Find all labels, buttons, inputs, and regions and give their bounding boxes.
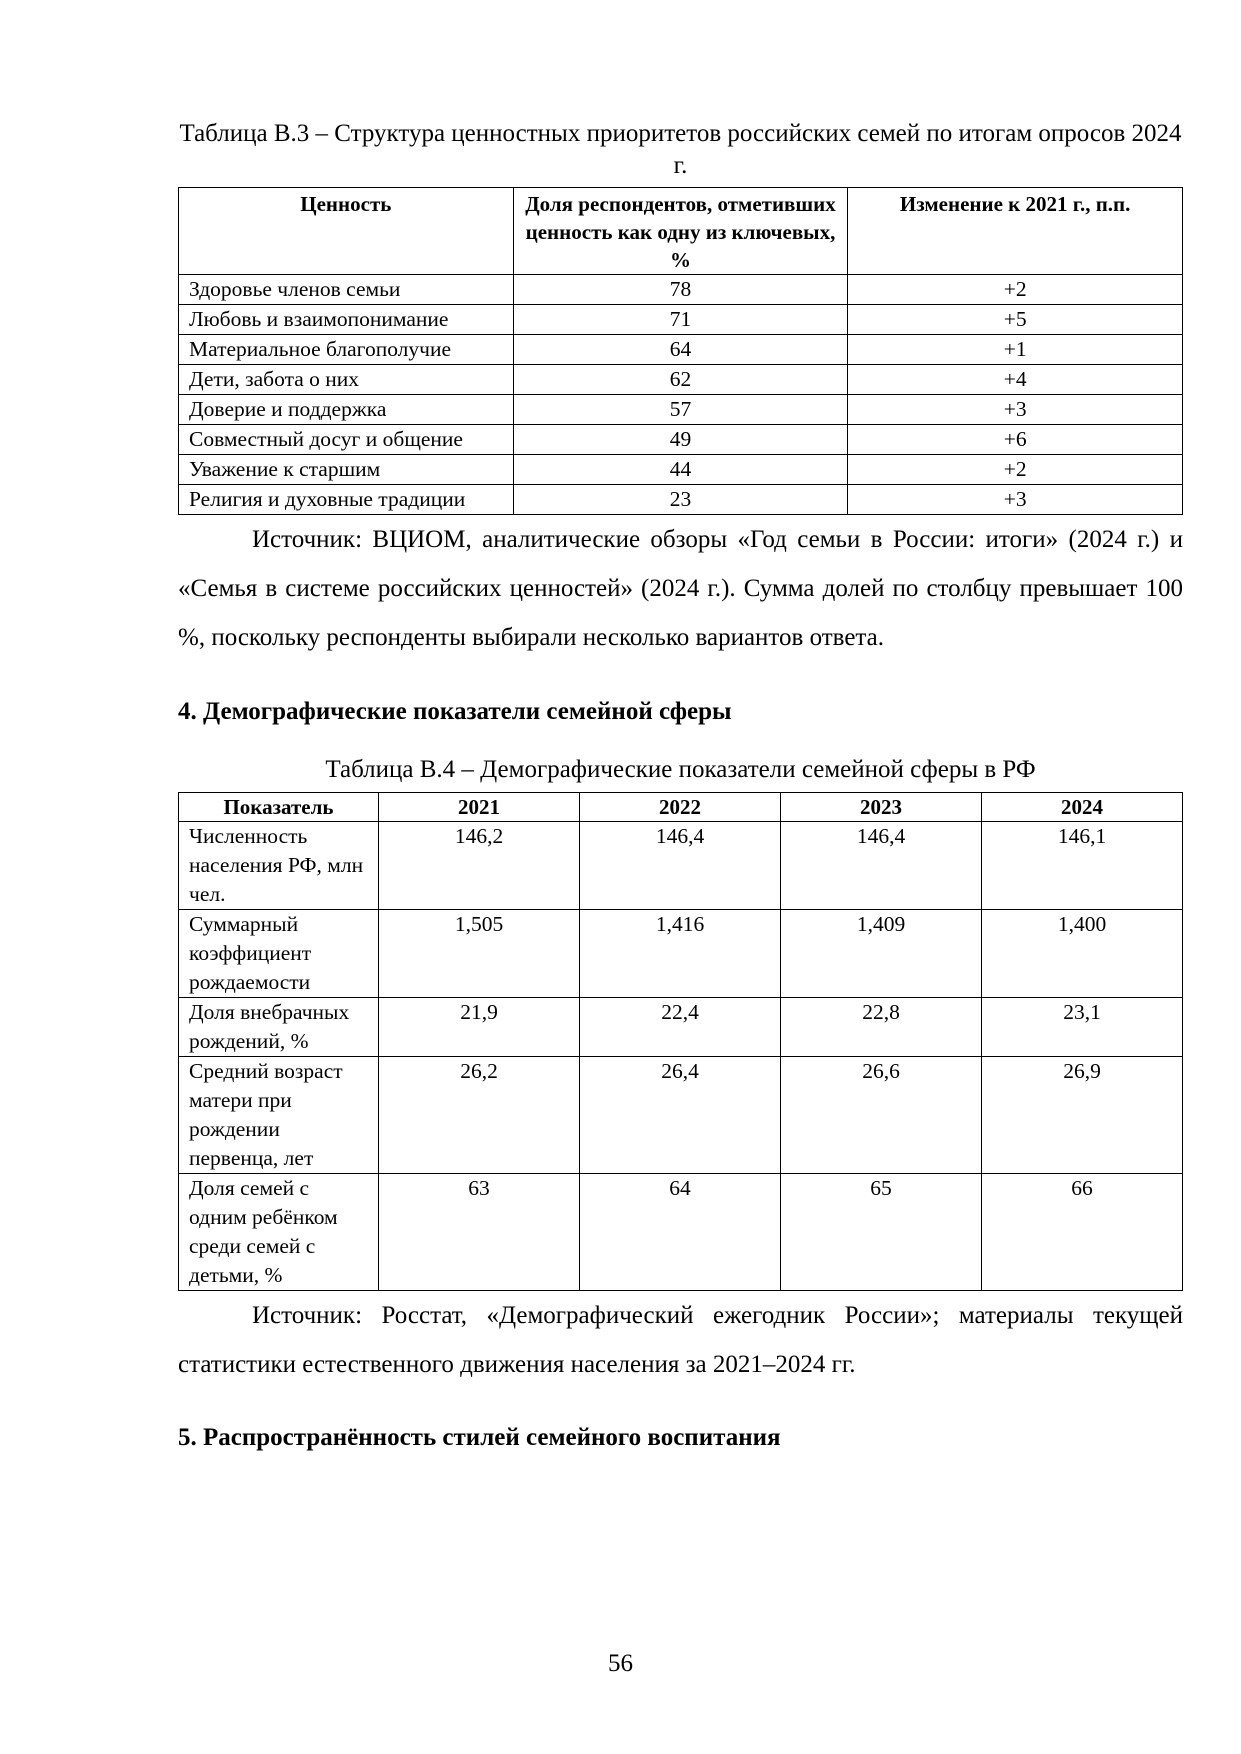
year-value-cell: 26,2 [379, 1057, 580, 1174]
table-row [179, 1057, 1183, 1174]
year-value-cell: 26,6 [781, 1057, 982, 1174]
table-row [179, 485, 1183, 515]
year-value-cell: 1,409 [781, 910, 982, 998]
year-value-cell: 26,9 [982, 1057, 1183, 1174]
change-cell: +2 [848, 455, 1183, 485]
column-header-year: 2022 [580, 793, 781, 822]
indicator-cell: Численность населения РФ, млн чел. [179, 822, 379, 910]
year-value-cell: 65 [781, 1174, 982, 1291]
indicator-cell: Доля внебрачных рождений, % [179, 998, 379, 1057]
table-row [179, 395, 1183, 425]
value-name-cell: Доверие и поддержка [179, 395, 514, 425]
year-value-cell: 146,1 [982, 822, 1183, 910]
table-row [179, 365, 1183, 395]
year-value-cell: 26,4 [580, 1057, 781, 1174]
value-name-cell: Любовь и взаимопонимание [179, 305, 514, 335]
value-name-cell: Материальное благополучие [179, 335, 514, 365]
value-name-cell: Совместный досуг и общение [179, 425, 514, 455]
table-header-row [179, 793, 1183, 822]
table-row [179, 425, 1183, 455]
change-cell: +3 [848, 485, 1183, 515]
value-name-cell: Дети, забота о них [179, 365, 514, 395]
table-row [179, 1174, 1183, 1291]
indicator-cell: Средний возраст матери при рождении первенца, лет [179, 1057, 379, 1174]
share-cell: 64 [513, 335, 848, 365]
column-header-share: Доля респондентов, отметивших ценность как одну из ключевых, % [513, 188, 848, 275]
column-header-indicator: Показатель [179, 793, 379, 822]
year-value-cell: 66 [982, 1174, 1183, 1291]
year-value-cell: 21,9 [379, 998, 580, 1057]
table-row [179, 335, 1183, 365]
table-row [179, 910, 1183, 998]
value-name-cell: Религия и духовные традиции [179, 485, 514, 515]
indicator-cell: Суммарный коэффициент рождаемости [179, 910, 379, 998]
change-cell: +6 [848, 425, 1183, 455]
year-value-cell: 22,8 [781, 998, 982, 1057]
share-cell: 57 [513, 395, 848, 425]
share-cell: 49 [513, 425, 848, 455]
change-cell: +3 [848, 395, 1183, 425]
share-cell: 78 [513, 275, 848, 305]
column-header-year: 2023 [781, 793, 982, 822]
table-caption: Таблица В.3 – Структура ценностных приоритетов российских семей по итогам опросов 2024 г. [179, 120, 1182, 179]
year-value-cell: 146,4 [580, 822, 781, 910]
table-row [179, 822, 1183, 910]
change-cell: +4 [848, 365, 1183, 395]
column-header-year: 2021 [379, 793, 580, 822]
year-value-cell: 23,1 [982, 998, 1183, 1057]
table-row [179, 275, 1183, 305]
document-page [178, 118, 1183, 1454]
value-name-cell: Здоровье членов семьи [179, 275, 514, 305]
column-header-value: Ценность [179, 188, 514, 275]
table-row [179, 455, 1183, 485]
values-table [178, 187, 1183, 515]
year-value-cell: 64 [580, 1174, 781, 1291]
year-value-cell: 63 [379, 1174, 580, 1291]
table-row [179, 305, 1183, 335]
share-cell: 44 [513, 455, 848, 485]
section-heading: 4. Демографические показатели семейной сферы [178, 698, 732, 725]
table-caption: Таблица В.4 – Демографические показатели семейной сферы в РФ [325, 756, 1036, 783]
share-cell: 62 [513, 365, 848, 395]
table-source-note: Источник: Росстат, «Демографический ежегодник России»; материалы текущей статистики естественного движения населения за 2021–2024 гг. [178, 1302, 1183, 1378]
value-name-cell: Уважение к старшим [179, 455, 514, 485]
demographics-table [178, 792, 1183, 1291]
year-value-cell: 22,4 [580, 998, 781, 1057]
table-source-note: Источник: ВЦИОМ, аналитические обзоры «Год семьи в России: итоги» (2024 г.) и «Семья в системе российских ценностей» (2024 г.). Сумма долей по столбцу превышает 100 %, поскольку респонденты выбирали несколько вариантов ответа. [178, 526, 1183, 651]
table-header-row [179, 188, 1183, 275]
section-heading: 5. Распространённость стилей семейного воспитания [178, 1424, 781, 1451]
year-value-cell: 1,505 [379, 910, 580, 998]
change-cell: +2 [848, 275, 1183, 305]
indicator-cell: Доля семей с одним ребёнком среди семей с детьми, % [179, 1174, 379, 1291]
column-header-year: 2024 [982, 793, 1183, 822]
year-value-cell: 1,400 [982, 910, 1183, 998]
share-cell: 23 [513, 485, 848, 515]
page-number: 56 [608, 1650, 633, 1677]
year-value-cell: 146,2 [379, 822, 580, 910]
year-value-cell: 146,4 [781, 822, 982, 910]
change-cell: +5 [848, 305, 1183, 335]
share-cell: 71 [513, 305, 848, 335]
change-cell: +1 [848, 335, 1183, 365]
year-value-cell: 1,416 [580, 910, 781, 998]
table-row [179, 998, 1183, 1057]
column-header-change: Изменение к 2021 г., п.п. [848, 188, 1183, 275]
